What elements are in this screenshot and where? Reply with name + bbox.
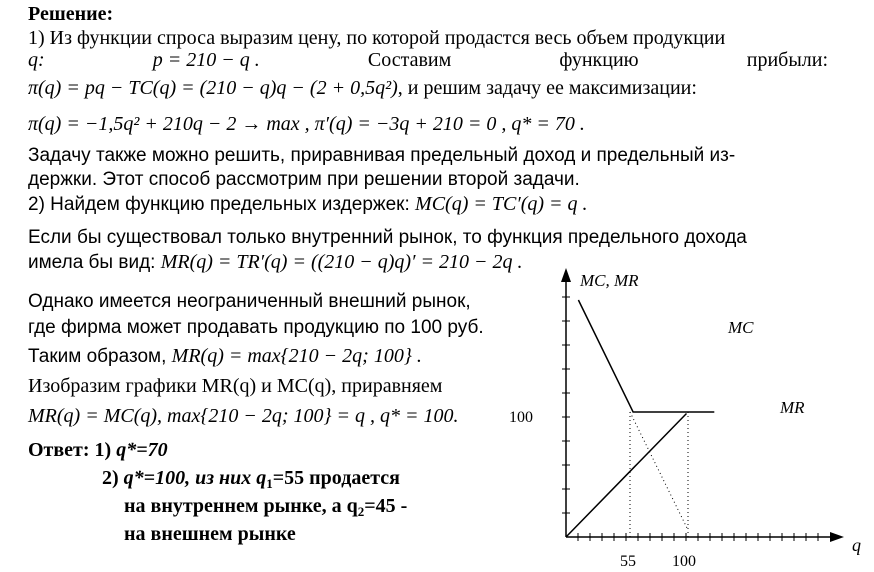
answer-2-a-sub: 1 — [266, 476, 273, 491]
profit-formula: π(q) = pq − TC(q) = (210 − q)q − (2 + 0,5q²) — [28, 77, 398, 99]
y-tick-label-100: 100 — [509, 409, 533, 426]
mr-max-formula: MR(q) = max{210 − 2q; 100} . — [171, 345, 422, 367]
profit-function-line — [28, 76, 697, 100]
x-axis-arrow — [830, 532, 844, 542]
word-function: функцию — [559, 49, 639, 71]
answer-2-a-rest: =55 продается — [272, 467, 400, 489]
word-compose: Составим — [367, 49, 452, 71]
answer-2-a: q*=100, из них q — [123, 467, 267, 489]
paragraph-2-line-2: держки. Этот способ рассмотрим при решении второй задачи. — [28, 169, 580, 190]
paragraph-6-line — [28, 344, 422, 369]
equilibrium-formula: MR(q) = MC(q), max{210 − 2q; 100} = q , q* = 100. — [28, 405, 459, 427]
paragraph-7-line-2 — [28, 404, 458, 428]
word-profit: прибыли: — [746, 49, 828, 71]
answer-label: Ответ: 1) — [28, 439, 117, 461]
answer-line-4: на внешнем рынке — [124, 523, 296, 545]
mr-label: MR — [780, 398, 805, 417]
marginal-cost-text: 2) Найдем функцию предельных издержек: — [28, 194, 410, 215]
answer-line-3 — [124, 494, 407, 524]
paragraph-2-line-1: Задачу также можно решить, приравнивая предельный доход и предельный из- — [28, 145, 736, 166]
answer-2-b: на внутреннем рынке, а q — [124, 495, 358, 517]
paragraph-3-line — [28, 192, 588, 217]
answer-1: q*=70 — [116, 439, 168, 461]
x-tick-label-55: 55 — [620, 553, 636, 570]
demand-formula: p = 210 − q . — [152, 49, 260, 71]
profit-max-line — [28, 112, 585, 136]
x-axis-ticks — [578, 533, 818, 541]
paragraph-1-line-2 — [28, 48, 828, 72]
mc-label: MC — [728, 318, 754, 337]
mr-formula: MR(q) = TR′(q) = ((210 − q)q)′ = 210 − 2q . — [160, 251, 523, 273]
paragraph-7-line-1: Изобразим графики MR(q) и MC(q), приравняем — [28, 375, 443, 397]
answer-line-1 — [28, 438, 168, 462]
solution-heading: Решение: — [28, 3, 114, 25]
marginal-cost-formula: MC(q) = TC′(q) = q . — [415, 193, 588, 215]
mr-intro-text: имела бы вид: — [28, 252, 156, 273]
answer-2-b-sub: 2 — [357, 504, 365, 519]
mr-domestic-extension — [630, 412, 688, 530]
profit-text: , и решим задачу ее максимизации: — [397, 77, 697, 99]
y-axis-ticks — [562, 297, 570, 513]
mr-line — [578, 300, 714, 412]
y-axis-arrow — [561, 268, 571, 282]
answer-2-prefix: 2) — [102, 467, 124, 489]
answer-line-2 — [102, 466, 400, 496]
answer-2-b-rest: =45 - — [364, 495, 408, 517]
mc-line — [566, 414, 687, 538]
paragraph-4-line-2 — [28, 250, 522, 275]
paragraph-1-line-1: 1) Из функции спроса выразим цену, по которой продастся весь объем продукции — [28, 27, 726, 49]
q-variable: q: — [28, 49, 45, 71]
y-axis-label: MC, MR — [580, 271, 639, 290]
x-axis-label: q — [852, 535, 861, 555]
x-tick-label-100: 100 — [672, 553, 696, 570]
paragraph-5-line-1: Однако имеется неограниченный внешний рынок, — [28, 291, 471, 312]
paragraph-4-line-1: Если бы существовал только внутренний рынок, то функция предельного дохода — [28, 227, 747, 248]
paragraph-5-line-2: где фирма может продавать продукцию по 100 руб. — [28, 317, 484, 338]
thus-text: Таким образом, — [28, 346, 167, 367]
profit-max-formula: π(q) = −1,5q² + 210q − 2 → max , π′(q) = −3q + 210 = 0 , q* = 70 . — [28, 113, 585, 135]
